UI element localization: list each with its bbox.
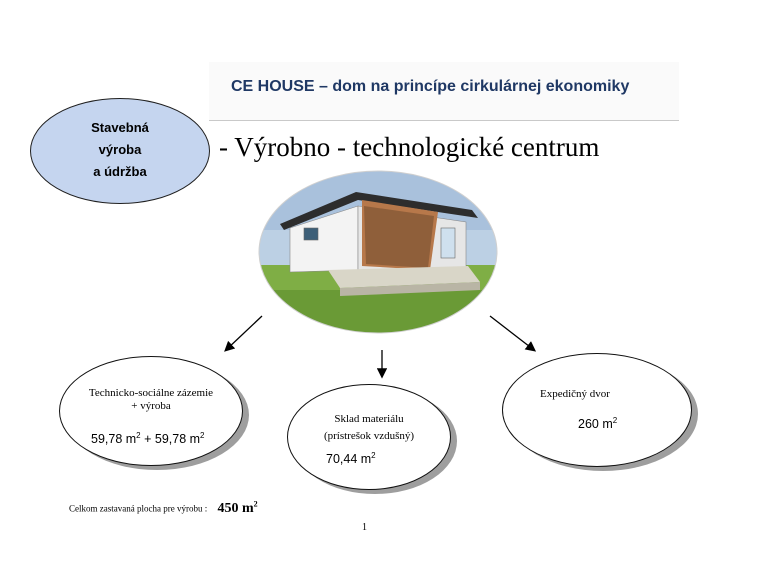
node-3-title: Expedičný dvor [540,388,610,400]
page-title: CE HOUSE – dom na princípe cirkulárnej ekonomiky [231,78,630,95]
node-material-storage [287,384,451,490]
node-1-area: 59,78 $m^2 + 59,78$ $m^2$ [91,431,205,447]
section-subtitle: - Výrobno - technologické centrum [219,132,600,162]
node-1-title-line2: + výroba [131,400,171,412]
node-2-area: 70,44 $m^2$ [326,451,376,467]
bubble-line-1: Stavebná [91,120,149,135]
arrow-right [490,316,534,350]
page-number: 1 [362,522,367,533]
node-2-title-line1: Sklad materiálu [334,413,404,425]
total-value: 450 $m^2$ [217,499,258,516]
node-1-title-line1: Technicko-sociálne zázemie [88,387,214,399]
bubble-line-3: a údržba [93,164,147,179]
node-2-title-line2: (prístrešok vzdušný) [323,430,415,442]
node-3-area: 260 $m^2$ [578,416,618,432]
total-area [69,499,258,517]
arrow-left [226,316,262,350]
total-label: Celkom zastavaná plocha pre výrobu : [69,503,208,514]
bubble-line-2: výroba [98,142,142,157]
node-dispatch-yard [502,353,692,467]
node-technical-social [59,356,243,466]
